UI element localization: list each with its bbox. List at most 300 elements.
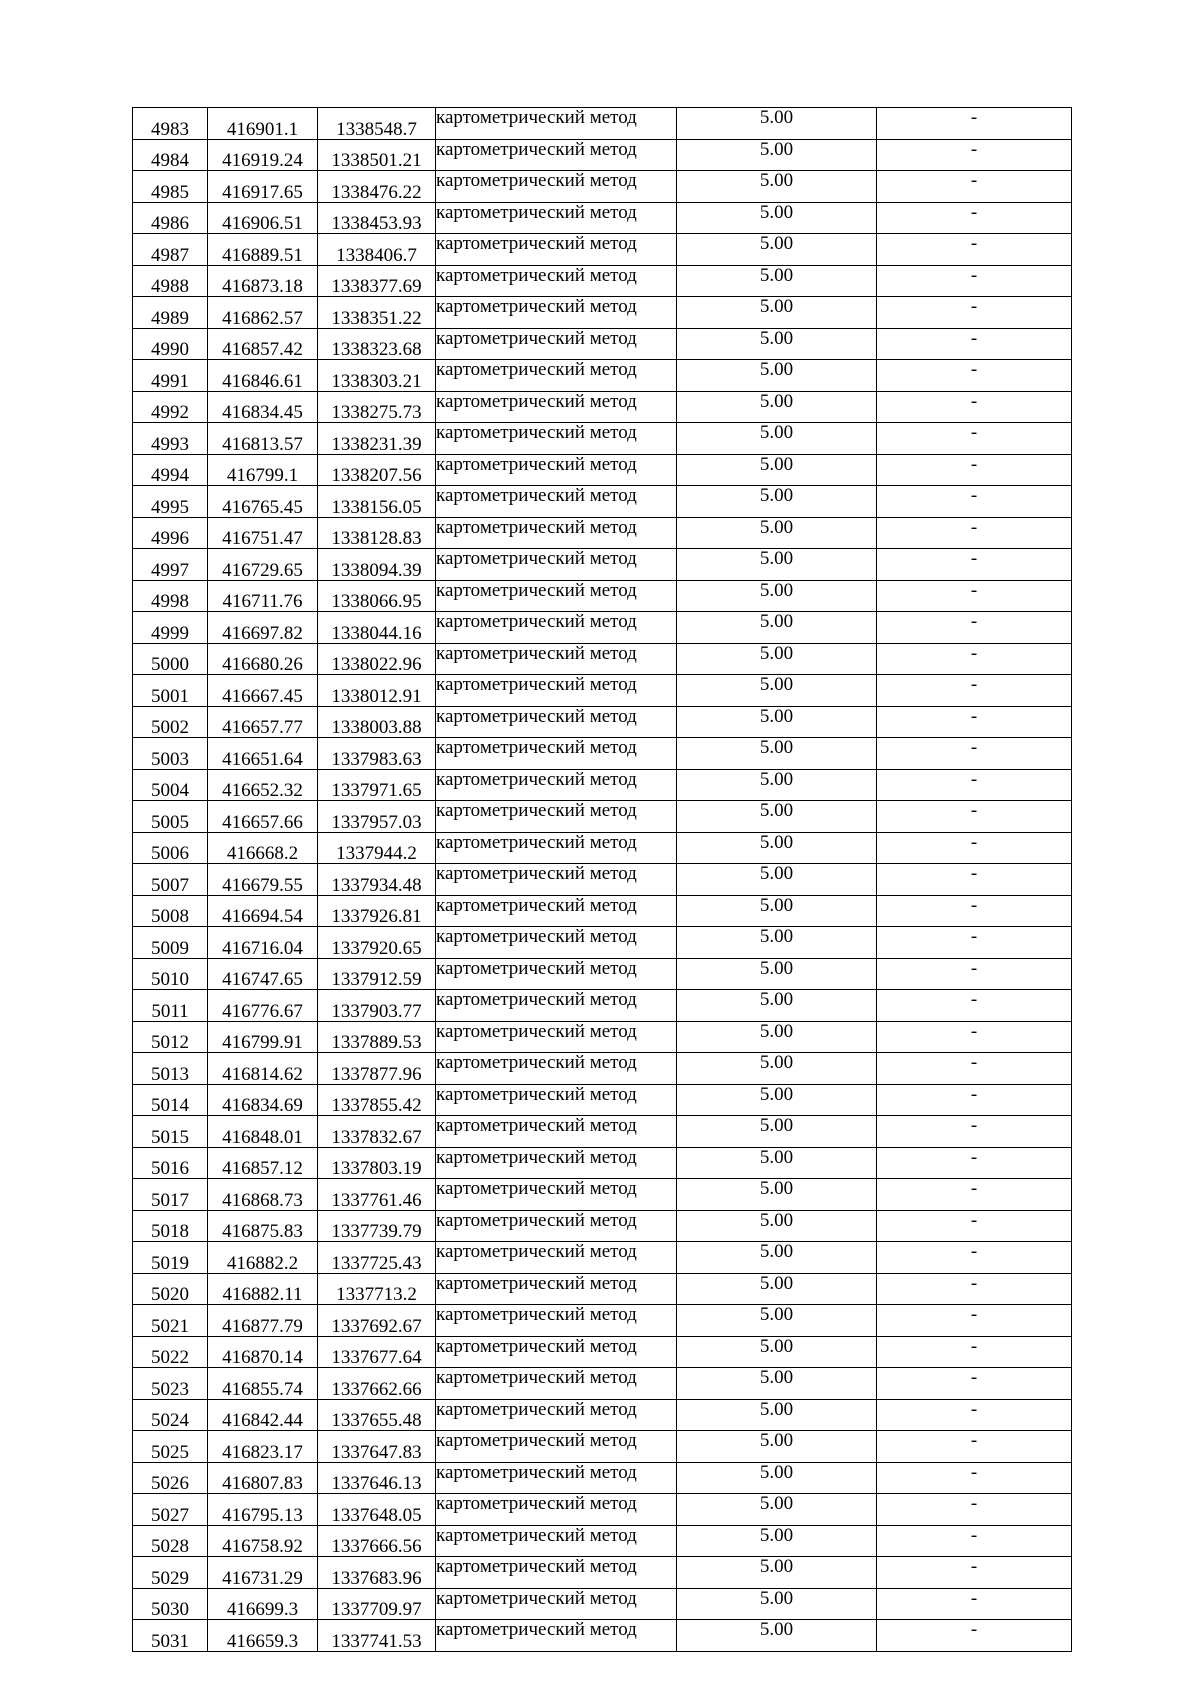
point-number-cell: 5003 [133,738,208,770]
x-coordinate-cell: 416667.45 [208,675,318,707]
point-number-cell: 4992 [133,391,208,423]
y-coordinate-cell: 1337709.97 [318,1588,436,1620]
description-cell: - [877,1210,1072,1242]
precision-cell: 5.00 [677,801,877,833]
description-cell: - [877,265,1072,297]
point-number-cell: 4988 [133,265,208,297]
table-row [133,1179,1072,1211]
x-coordinate-cell: 416716.04 [208,927,318,959]
table-row [133,549,1072,581]
x-coordinate-cell: 416758.92 [208,1525,318,1557]
table-row [133,1494,1072,1526]
point-number-cell: 4997 [133,549,208,581]
y-coordinate-cell: 1337666.56 [318,1525,436,1557]
method-cell: картометрический метод [436,738,677,770]
x-coordinate-cell: 416917.65 [208,171,318,203]
method-cell: картометрический метод [436,171,677,203]
precision-cell: 5.00 [677,832,877,864]
point-number-cell: 5008 [133,895,208,927]
description-cell: - [877,832,1072,864]
description-cell: - [877,895,1072,927]
method-cell: картометрический метод [436,1147,677,1179]
description-cell: - [877,738,1072,770]
method-cell: картометрический метод [436,801,677,833]
method-cell: картометрический метод [436,1494,677,1526]
point-number-cell: 5013 [133,1053,208,1085]
x-coordinate-cell: 416877.79 [208,1305,318,1337]
x-coordinate-cell: 416747.65 [208,958,318,990]
description-cell: - [877,202,1072,234]
point-number-cell: 5014 [133,1084,208,1116]
point-number-cell: 4998 [133,580,208,612]
x-coordinate-cell: 416697.82 [208,612,318,644]
x-coordinate-cell: 416751.47 [208,517,318,549]
y-coordinate-cell: 1337739.79 [318,1210,436,1242]
x-coordinate-cell: 416795.13 [208,1494,318,1526]
method-cell: картометрический метод [436,612,677,644]
point-number-cell: 5005 [133,801,208,833]
precision-cell: 5.00 [677,517,877,549]
y-coordinate-cell: 1337692.67 [318,1305,436,1337]
method-cell: картометрический метод [436,391,677,423]
precision-cell: 5.00 [677,1588,877,1620]
y-coordinate-cell: 1337725.43 [318,1242,436,1274]
precision-cell: 5.00 [677,643,877,675]
table-row [133,706,1072,738]
method-cell: картометрический метод [436,423,677,455]
x-coordinate-cell: 416776.67 [208,990,318,1022]
table-row [133,1620,1072,1652]
x-coordinate-cell: 416657.66 [208,801,318,833]
precision-cell: 5.00 [677,202,877,234]
description-cell: - [877,1305,1072,1337]
y-coordinate-cell: 1337889.53 [318,1021,436,1053]
point-number-cell: 4999 [133,612,208,644]
method-cell: картометрический метод [436,486,677,518]
method-cell: картометрический метод [436,580,677,612]
table-row [133,675,1072,707]
x-coordinate-cell: 416868.73 [208,1179,318,1211]
method-cell: картометрический метод [436,454,677,486]
y-coordinate-cell: 1338275.73 [318,391,436,423]
method-cell: картометрический метод [436,927,677,959]
precision-cell: 5.00 [677,360,877,392]
point-number-cell: 5016 [133,1147,208,1179]
description-cell: - [877,1588,1072,1620]
description-cell: - [877,1147,1072,1179]
point-number-cell: 4994 [133,454,208,486]
method-cell: картометрический метод [436,328,677,360]
method-cell: картометрический метод [436,360,677,392]
description-cell: - [877,454,1072,486]
y-coordinate-cell: 1338156.05 [318,486,436,518]
x-coordinate-cell: 416834.45 [208,391,318,423]
table-row [133,1147,1072,1179]
table-row [133,517,1072,549]
table-row [133,360,1072,392]
x-coordinate-cell: 416906.51 [208,202,318,234]
x-coordinate-cell: 416848.01 [208,1116,318,1148]
x-coordinate-cell: 416814.62 [208,1053,318,1085]
method-cell: картометрический метод [436,769,677,801]
x-coordinate-cell: 416857.12 [208,1147,318,1179]
description-cell: - [877,1557,1072,1589]
method-cell: картометрический метод [436,643,677,675]
table-row [133,423,1072,455]
table-row [133,1242,1072,1274]
description-cell: - [877,675,1072,707]
point-number-cell: 5031 [133,1620,208,1652]
x-coordinate-cell: 416901.1 [208,108,318,140]
y-coordinate-cell: 1337803.19 [318,1147,436,1179]
precision-cell: 5.00 [677,1525,877,1557]
description-cell: - [877,643,1072,675]
y-coordinate-cell: 1337926.81 [318,895,436,927]
y-coordinate-cell: 1337971.65 [318,769,436,801]
method-cell: картометрический метод [436,1368,677,1400]
table-row [133,990,1072,1022]
precision-cell: 5.00 [677,1147,877,1179]
y-coordinate-cell: 1338548.7 [318,108,436,140]
precision-cell: 5.00 [677,864,877,896]
table-row [133,612,1072,644]
method-cell: картометрический метод [436,675,677,707]
y-coordinate-cell: 1338066.95 [318,580,436,612]
point-number-cell: 5030 [133,1588,208,1620]
method-cell: картометрический метод [436,265,677,297]
description-cell: - [877,486,1072,518]
x-coordinate-cell: 416889.51 [208,234,318,266]
y-coordinate-cell: 1337832.67 [318,1116,436,1148]
table-row [133,1021,1072,1053]
point-number-cell: 4993 [133,423,208,455]
point-number-cell: 5022 [133,1336,208,1368]
y-coordinate-cell: 1338323.68 [318,328,436,360]
precision-cell: 5.00 [677,549,877,581]
method-cell: картометрический метод [436,517,677,549]
table-row [133,391,1072,423]
y-coordinate-cell: 1337662.66 [318,1368,436,1400]
y-coordinate-cell: 1338022.96 [318,643,436,675]
table-row [133,927,1072,959]
method-cell: картометрический метод [436,1588,677,1620]
x-coordinate-cell: 416834.69 [208,1084,318,1116]
table-row [133,1305,1072,1337]
description-cell: - [877,423,1072,455]
y-coordinate-cell: 1338044.16 [318,612,436,644]
method-cell: картометрический метод [436,1620,677,1652]
description-cell: - [877,108,1072,140]
point-number-cell: 5000 [133,643,208,675]
x-coordinate-cell: 416875.83 [208,1210,318,1242]
precision-cell: 5.00 [677,927,877,959]
precision-cell: 5.00 [677,706,877,738]
point-number-cell: 5001 [133,675,208,707]
method-cell: картометрический метод [436,1084,677,1116]
description-cell: - [877,769,1072,801]
precision-cell: 5.00 [677,486,877,518]
precision-cell: 5.00 [677,1399,877,1431]
precision-cell: 5.00 [677,454,877,486]
y-coordinate-cell: 1338094.39 [318,549,436,581]
precision-cell: 5.00 [677,1242,877,1274]
description-cell: - [877,139,1072,171]
precision-cell: 5.00 [677,990,877,1022]
x-coordinate-cell: 416657.77 [208,706,318,738]
table-row [133,832,1072,864]
x-coordinate-cell: 416652.32 [208,769,318,801]
method-cell: картометрический метод [436,1116,677,1148]
point-number-cell: 5024 [133,1399,208,1431]
description-cell: - [877,1431,1072,1463]
precision-cell: 5.00 [677,769,877,801]
description-cell: - [877,360,1072,392]
description-cell: - [877,958,1072,990]
table-row [133,108,1072,140]
precision-cell: 5.00 [677,1084,877,1116]
precision-cell: 5.00 [677,1021,877,1053]
precision-cell: 5.00 [677,612,877,644]
table-row [133,139,1072,171]
method-cell: картометрический метод [436,1431,677,1463]
precision-cell: 5.00 [677,171,877,203]
table-row [133,643,1072,675]
table-row [133,1557,1072,1589]
point-number-cell: 5009 [133,927,208,959]
y-coordinate-cell: 1337957.03 [318,801,436,833]
table-row [133,1431,1072,1463]
precision-cell: 5.00 [677,265,877,297]
y-coordinate-cell: 1338003.88 [318,706,436,738]
description-cell: - [877,549,1072,581]
table-row [133,202,1072,234]
point-number-cell: 5027 [133,1494,208,1526]
description-cell: - [877,1462,1072,1494]
precision-cell: 5.00 [677,1431,877,1463]
point-number-cell: 5029 [133,1557,208,1589]
description-cell: - [877,1368,1072,1400]
precision-cell: 5.00 [677,328,877,360]
point-number-cell: 4986 [133,202,208,234]
y-coordinate-cell: 1338476.22 [318,171,436,203]
precision-cell: 5.00 [677,139,877,171]
table-row [133,454,1072,486]
method-cell: картометрический метод [436,1557,677,1589]
method-cell: картометрический метод [436,202,677,234]
table-row [133,1588,1072,1620]
description-cell: - [877,1620,1072,1652]
table-body [133,108,1072,1652]
description-cell: - [877,1084,1072,1116]
point-number-cell: 4983 [133,108,208,140]
method-cell: картометрический метод [436,1336,677,1368]
x-coordinate-cell: 416870.14 [208,1336,318,1368]
precision-cell: 5.00 [677,1273,877,1305]
x-coordinate-cell: 416823.17 [208,1431,318,1463]
method-cell: картометрический метод [436,864,677,896]
y-coordinate-cell: 1338303.21 [318,360,436,392]
precision-cell: 5.00 [677,580,877,612]
point-number-cell: 5021 [133,1305,208,1337]
precision-cell: 5.00 [677,1557,877,1589]
x-coordinate-cell: 416729.65 [208,549,318,581]
precision-cell: 5.00 [677,1210,877,1242]
point-number-cell: 5025 [133,1431,208,1463]
method-cell: картометрический метод [436,1462,677,1494]
x-coordinate-cell: 416699.3 [208,1588,318,1620]
x-coordinate-cell: 416799.91 [208,1021,318,1053]
x-coordinate-cell: 416668.2 [208,832,318,864]
method-cell: картометрический метод [436,1053,677,1085]
point-number-cell: 5017 [133,1179,208,1211]
y-coordinate-cell: 1338128.83 [318,517,436,549]
description-cell: - [877,1494,1072,1526]
description-cell: - [877,297,1072,329]
table-row [133,1084,1072,1116]
description-cell: - [877,171,1072,203]
point-number-cell: 5026 [133,1462,208,1494]
method-cell: картометрический метод [436,108,677,140]
point-number-cell: 5019 [133,1242,208,1274]
point-number-cell: 5007 [133,864,208,896]
method-cell: картометрический метод [436,832,677,864]
table-row [133,234,1072,266]
x-coordinate-cell: 416765.45 [208,486,318,518]
table-row [133,864,1072,896]
x-coordinate-cell: 416711.76 [208,580,318,612]
x-coordinate-cell: 416651.64 [208,738,318,770]
table-row [133,801,1072,833]
description-cell: - [877,1116,1072,1148]
method-cell: картометрический метод [436,139,677,171]
description-cell: - [877,580,1072,612]
precision-cell: 5.00 [677,1368,877,1400]
precision-cell: 5.00 [677,1494,877,1526]
x-coordinate-cell: 416855.74 [208,1368,318,1400]
method-cell: картометрический метод [436,1242,677,1274]
method-cell: картометрический метод [436,1179,677,1211]
x-coordinate-cell: 416813.57 [208,423,318,455]
table-row [133,1273,1072,1305]
coordinates-table [132,107,1072,1652]
y-coordinate-cell: 1338406.7 [318,234,436,266]
x-coordinate-cell: 416842.44 [208,1399,318,1431]
description-cell: - [877,328,1072,360]
y-coordinate-cell: 1337648.05 [318,1494,436,1526]
description-cell: - [877,1525,1072,1557]
y-coordinate-cell: 1338351.22 [318,297,436,329]
y-coordinate-cell: 1337903.77 [318,990,436,1022]
y-coordinate-cell: 1337934.48 [318,864,436,896]
table-row [133,1210,1072,1242]
x-coordinate-cell: 416873.18 [208,265,318,297]
description-cell: - [877,517,1072,549]
y-coordinate-cell: 1337877.96 [318,1053,436,1085]
table-row [133,1368,1072,1400]
table-row [133,769,1072,801]
description-cell: - [877,234,1072,266]
x-coordinate-cell: 416694.54 [208,895,318,927]
precision-cell: 5.00 [677,1462,877,1494]
description-cell: - [877,864,1072,896]
description-cell: - [877,1336,1072,1368]
method-cell: картометрический метод [436,1210,677,1242]
x-coordinate-cell: 416882.2 [208,1242,318,1274]
point-number-cell: 4990 [133,328,208,360]
point-number-cell: 5023 [133,1368,208,1400]
table-row [133,1116,1072,1148]
precision-cell: 5.00 [677,1179,877,1211]
x-coordinate-cell: 416846.61 [208,360,318,392]
table-row [133,958,1072,990]
table-row [133,171,1072,203]
description-cell: - [877,391,1072,423]
y-coordinate-cell: 1338501.21 [318,139,436,171]
point-number-cell: 5011 [133,990,208,1022]
description-cell: - [877,1242,1072,1274]
description-cell: - [877,927,1072,959]
x-coordinate-cell: 416799.1 [208,454,318,486]
method-cell: картометрический метод [436,1399,677,1431]
y-coordinate-cell: 1337912.59 [318,958,436,990]
point-number-cell: 5028 [133,1525,208,1557]
precision-cell: 5.00 [677,391,877,423]
x-coordinate-cell: 416919.24 [208,139,318,171]
point-number-cell: 5002 [133,706,208,738]
method-cell: картометрический метод [436,895,677,927]
x-coordinate-cell: 416882.11 [208,1273,318,1305]
precision-cell: 5.00 [677,1620,877,1652]
point-number-cell: 5020 [133,1273,208,1305]
point-number-cell: 5006 [133,832,208,864]
y-coordinate-cell: 1337647.83 [318,1431,436,1463]
point-number-cell: 4984 [133,139,208,171]
x-coordinate-cell: 416862.57 [208,297,318,329]
table-row [133,1462,1072,1494]
x-coordinate-cell: 416731.29 [208,1557,318,1589]
point-number-cell: 4987 [133,234,208,266]
y-coordinate-cell: 1338453.93 [318,202,436,234]
point-number-cell: 5010 [133,958,208,990]
table-row [133,297,1072,329]
y-coordinate-cell: 1337855.42 [318,1084,436,1116]
method-cell: картометрический метод [436,1273,677,1305]
point-number-cell: 5012 [133,1021,208,1053]
point-number-cell: 4996 [133,517,208,549]
y-coordinate-cell: 1337741.53 [318,1620,436,1652]
precision-cell: 5.00 [677,108,877,140]
x-coordinate-cell: 416857.42 [208,328,318,360]
y-coordinate-cell: 1338012.91 [318,675,436,707]
description-cell: - [877,1021,1072,1053]
x-coordinate-cell: 416659.3 [208,1620,318,1652]
y-coordinate-cell: 1337655.48 [318,1399,436,1431]
point-number-cell: 5004 [133,769,208,801]
method-cell: картометрический метод [436,990,677,1022]
precision-cell: 5.00 [677,297,877,329]
table-row [133,580,1072,612]
precision-cell: 5.00 [677,675,877,707]
y-coordinate-cell: 1337761.46 [318,1179,436,1211]
description-cell: - [877,801,1072,833]
table-row [133,895,1072,927]
y-coordinate-cell: 1337920.65 [318,927,436,959]
y-coordinate-cell: 1338207.56 [318,454,436,486]
method-cell: картометрический метод [436,297,677,329]
y-coordinate-cell: 1337983.63 [318,738,436,770]
description-cell: - [877,706,1072,738]
table-row [133,1525,1072,1557]
